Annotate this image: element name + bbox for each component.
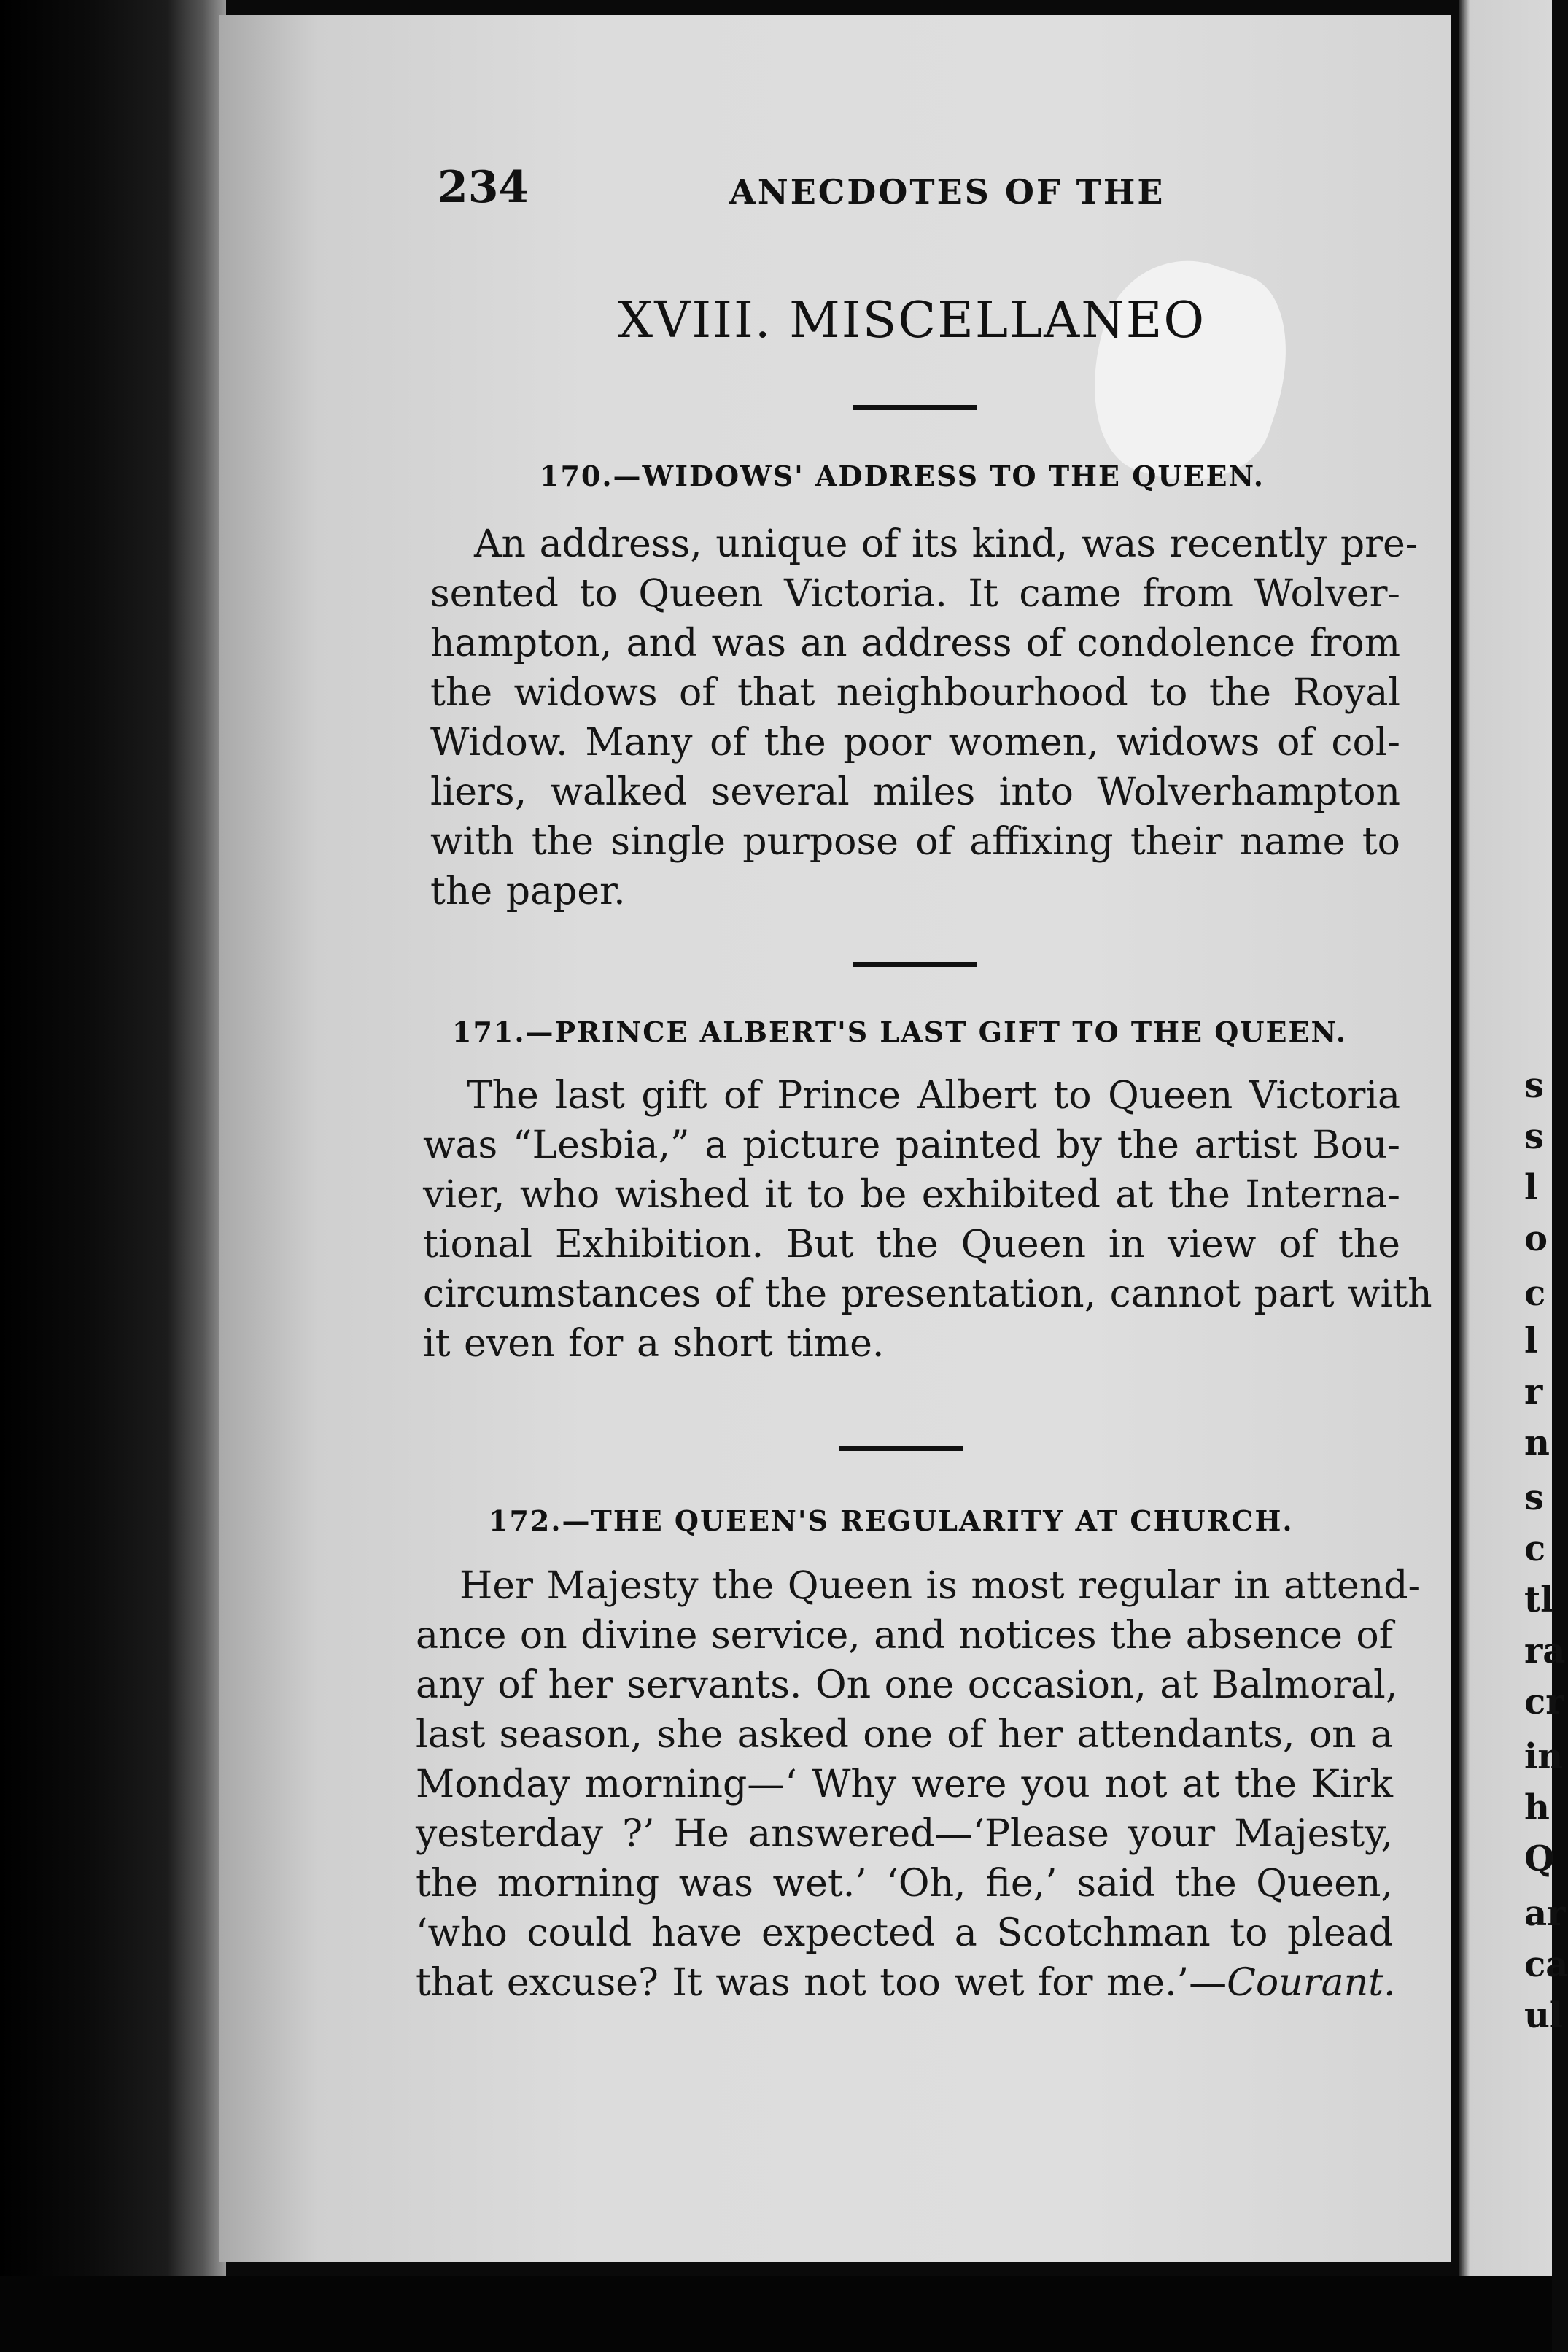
- text-line: hampton, and was an address of condolence from: [430, 622, 1400, 665]
- running-head-title: ANECDOTES OF THE: [729, 172, 1165, 212]
- adjacent-letter: ul: [1524, 1995, 1564, 2036]
- section-body-170: [430, 519, 1418, 916]
- text-line: circumstances of the presentation, cannot part with: [423, 1272, 1432, 1316]
- text-line: the morning was wet.’ ‘Oh, fie,’ said the Queen,: [416, 1862, 1393, 1906]
- text-line: last season, she asked one of her attendants, on a: [416, 1713, 1393, 1757]
- text-line: The last gift of Prince Albert to Queen Victoria: [467, 1074, 1400, 1118]
- adjacent-letter: n: [1524, 1423, 1550, 1463]
- text-line-final: [416, 1958, 1396, 2008]
- text-line: Her Majesty the Queen is most regular in attend-: [459, 1564, 1421, 1608]
- adjacent-letter: in: [1524, 1736, 1564, 1777]
- adjacent-letter: l: [1524, 1320, 1538, 1361]
- adjacent-letter: cr: [1524, 1682, 1564, 1722]
- text-line: ance on divine service, and notices the absence of: [416, 1614, 1393, 1657]
- divider-rule: [839, 1446, 963, 1451]
- text-line: Monday morning—‘ Why were you not at the Kirk: [416, 1763, 1393, 1806]
- adjacent-letter: o: [1524, 1218, 1548, 1259]
- adjacent-letter: ar: [1524, 1893, 1566, 1934]
- adjacent-page-text: [1524, 0, 1568, 2352]
- adjacent-letter: tl: [1524, 1579, 1554, 1620]
- section-body-171: [423, 1071, 1432, 1369]
- text-line: tional Exhibition. But the Queen in view of the: [423, 1223, 1400, 1266]
- text-line: the paper.: [430, 870, 626, 913]
- adjacent-letter: r: [1524, 1372, 1543, 1412]
- text-line: yesterday ?’ He answered—‘Please your Majesty,: [416, 1812, 1393, 1856]
- text-line: was “Lesbia,” a picture painted by the artist Bou-: [423, 1123, 1400, 1167]
- text-line: sented to Queen Victoria. It came from Wolver-: [430, 572, 1400, 616]
- adjacent-letter: c: [1524, 1273, 1546, 1314]
- section-heading-172: 172.—THE QUEEN'S REGULARITY AT CHURCH.: [489, 1504, 1294, 1537]
- page-number: 234: [438, 162, 529, 213]
- section-heading-170: 170.—WIDOWS' ADDRESS TO THE QUEEN.: [540, 460, 1265, 492]
- text-line: with the single purpose of affixing their name to: [430, 820, 1400, 864]
- section-heading-171: 171.—PRINCE ALBERT'S LAST GIFT TO THE QUEEN.: [452, 1016, 1347, 1048]
- text-line: that excuse? It was not too wet for me.’—: [416, 1961, 1227, 2005]
- text-line: any of her servants. On one occasion, at Balmoral,: [416, 1663, 1398, 1707]
- page-gutter-shadow: [168, 0, 226, 2352]
- section-body-172: [416, 1561, 1421, 2008]
- adjacent-letter: l: [1524, 1167, 1538, 1208]
- text-line: ‘who could have expected a Scotchman to plead: [416, 1911, 1393, 1955]
- source-citation: Courant.: [1227, 1961, 1396, 2005]
- adjacent-letter: s: [1524, 1116, 1545, 1157]
- adjacent-letter: Q: [1524, 1838, 1555, 1879]
- text-line: it even for a short time.: [423, 1322, 885, 1366]
- film-border-bottom: [0, 2276, 1552, 2352]
- text-line: vier, who wished it to be exhibited at the Interna-: [423, 1173, 1400, 1217]
- running-head: [438, 162, 1386, 213]
- text-line: the widows of that neighbourhood to the Royal: [430, 671, 1400, 715]
- chapter-title: XVIII. MISCELLANEO: [617, 292, 1206, 349]
- adjacent-letter: ca: [1524, 1944, 1568, 1985]
- text-line: An address, unique of its kind, was recently pre-: [474, 522, 1418, 566]
- adjacent-letter: h: [1524, 1787, 1550, 1828]
- divider-rule: [853, 962, 977, 967]
- text-line: Widow. Many of the poor women, widows of col-: [430, 721, 1400, 765]
- adjacent-letter: c: [1524, 1528, 1546, 1569]
- adjacent-letter: ra: [1524, 1630, 1566, 1671]
- divider-rule: [853, 405, 977, 410]
- adjacent-letter: s: [1524, 1477, 1545, 1518]
- text-line: liers, walked several miles into Wolverhampton: [430, 770, 1400, 814]
- adjacent-letter: s: [1524, 1065, 1545, 1106]
